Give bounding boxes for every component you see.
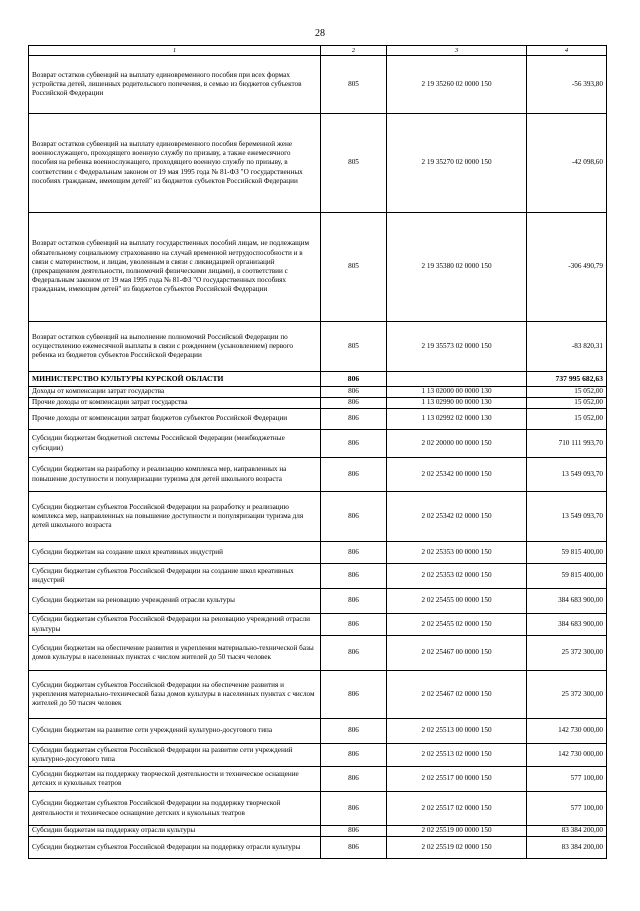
row-amount: 142 730 000,00 [527, 719, 607, 744]
row-admin-code: 806 [321, 826, 387, 837]
row-amount: 13 549 093,70 [527, 458, 607, 492]
row-amount: 15 052,00 [527, 409, 607, 430]
row-admin-code: 806 [321, 564, 387, 589]
table-row [29, 589, 607, 614]
row-admin-code: 806 [321, 492, 387, 542]
row-name: Субсидии бюджетам субъектов Российской Федерации на обеспечение развития и укрепления материально-технической базы домов культуры в населенных пунктах с числом жителей до 50 тысяч человек [29, 671, 321, 719]
row-budget-code: 1 13 02992 02 0000 130 [387, 409, 527, 430]
row-name: Субсидии бюджетам на разработку и реализацию комплекса мер, направленных на повышение доступности и популяризации туризма для детей школьного возраста [29, 458, 321, 492]
row-amount: 15 052,00 [527, 387, 607, 398]
row-admin-code: 806 [321, 458, 387, 492]
row-name: Субсидии бюджетам на реновацию учреждений отрасли культуры [29, 589, 321, 614]
row-amount: 25 372 300,00 [527, 636, 607, 671]
row-budget-code: 2 02 20000 00 0000 150 [387, 430, 527, 458]
row-admin-code: 805 [321, 56, 387, 114]
row-budget-code: 2 02 25513 00 0000 150 [387, 719, 527, 744]
row-admin-code: 806 [321, 372, 387, 387]
table-row [29, 430, 607, 458]
row-amount: 13 549 093,70 [527, 492, 607, 542]
row-budget-code: 2 02 25342 00 0000 150 [387, 458, 527, 492]
row-name: Возврат остатков субвенций на выплату государственных пособий лицам, не подлежащим обязательному социальному страхованию на случай временной нетрудоспособности и в связи с материнством, и лицам, уволенным в связи с ликвидацией организаций (прекращением деятельности, полномочий физическими лицами), в соответствии с Федеральным законом от 19 мая 1995 года № 81-ФЗ "О государственных пособиях гражданам, имеющим детей" из бюджетов субъектов Российской Федерации [29, 213, 321, 322]
row-admin-code: 806 [321, 792, 387, 826]
row-budget-code [387, 372, 527, 387]
row-name: Субсидии бюджетам субъектов Российской Федерации на реновацию учреждений отрасли культуры [29, 614, 321, 636]
table-row [29, 398, 607, 409]
column-header: 1 [29, 46, 321, 56]
row-amount: 710 111 993,70 [527, 430, 607, 458]
table-row [29, 826, 607, 837]
row-admin-code: 805 [321, 322, 387, 372]
row-name: Субсидии бюджетам на поддержку творческой деятельности и техническое оснащение детских и кукольных театров [29, 767, 321, 792]
row-amount: 25 372 300,00 [527, 671, 607, 719]
row-name: Возврат остатков субвенций на выполнение полномочий Российской Федерации по осуществлению ежемесячной выплаты в связи с рождением (усыновлением) первого ребенка из бюджетов субъектов Российской Федерации [29, 322, 321, 372]
row-name: Субсидии бюджетам субъектов Российской Федерации на разработку и реализацию комплекса мер, направленных на повышение доступности и популяризации туризма для детей школьного возраста [29, 492, 321, 542]
row-amount: 15 052,00 [527, 398, 607, 409]
row-admin-code: 806 [321, 589, 387, 614]
row-admin-code: 806 [321, 387, 387, 398]
row-admin-code: 806 [321, 744, 387, 767]
table-row [29, 458, 607, 492]
row-admin-code: 805 [321, 213, 387, 322]
row-amount: 142 730 000,00 [527, 744, 607, 767]
row-budget-code: 2 02 25353 00 0000 150 [387, 542, 527, 564]
row-name: Возврат остатков субвенций на выплату единовременного пособия беременной жене военнослужащего, проходящего военную службу по призыву, а также ежемесячного пособия на ребенка военнослужащего, проходящего военную службу по призыву, в соответствии с Федеральным законом от 19 мая 1995 года № 81-ФЗ "О государственных пособиях гражданам, имеющим детей" из бюджетов субъектов Российской Федерации [29, 114, 321, 213]
table-row [29, 636, 607, 671]
row-name: Субсидии бюджетам субъектов Российской Федерации на развитие сети учреждений культурно-досугового типа [29, 744, 321, 767]
row-budget-code: 2 02 25517 00 0000 150 [387, 767, 527, 792]
row-name: Субсидии бюджетам на обеспечение развития и укрепления материально-технической базы домов культуры в населенных пунктах с числом жителей до 50 тысяч человек [29, 636, 321, 671]
row-budget-code: 2 19 35573 02 0000 150 [387, 322, 527, 372]
row-name: Субсидии бюджетам субъектов Российской Федерации на поддержку отрасли культуры [29, 837, 321, 859]
row-name: Субсидии бюджетам субъектов Российской Федерации на создание школ креативных индустрий [29, 564, 321, 589]
table-row [29, 56, 607, 114]
row-admin-code: 806 [321, 430, 387, 458]
row-name: Прочие доходы от компенсации затрат государства [29, 398, 321, 409]
row-admin-code: 806 [321, 542, 387, 564]
table-row [29, 744, 607, 767]
row-name: Субсидии бюджетам бюджетной системы Российской Федерации (межбюджетные субсидии) [29, 430, 321, 458]
row-admin-code: 806 [321, 614, 387, 636]
row-amount: 59 815 400,00 [527, 564, 607, 589]
row-budget-code: 2 02 25513 02 0000 150 [387, 744, 527, 767]
table-row [29, 837, 607, 859]
row-amount: 384 683 900,00 [527, 589, 607, 614]
column-number-header [29, 46, 607, 56]
row-budget-code: 2 02 25519 02 0000 150 [387, 837, 527, 859]
column-header: 2 [321, 46, 387, 56]
table-row [29, 671, 607, 719]
row-budget-code: 2 02 25517 02 0000 150 [387, 792, 527, 826]
row-budget-code: 1 13 02000 00 0000 130 [387, 387, 527, 398]
table-row [29, 387, 607, 398]
page-number: 28 [315, 28, 325, 39]
row-amount: 83 384 200,00 [527, 837, 607, 859]
row-budget-code: 2 19 35270 02 0000 150 [387, 114, 527, 213]
row-amount: 577 100,00 [527, 767, 607, 792]
row-name: Прочие доходы от компенсации затрат бюджетов субъектов Российской Федерации [29, 409, 321, 430]
row-amount: 59 815 400,00 [527, 542, 607, 564]
table-row [29, 542, 607, 564]
table-row [29, 767, 607, 792]
row-admin-code: 805 [321, 114, 387, 213]
row-admin-code: 806 [321, 398, 387, 409]
row-amount: 737 995 682,63 [527, 372, 607, 387]
row-budget-code: 2 02 25342 02 0000 150 [387, 492, 527, 542]
row-admin-code: 806 [321, 719, 387, 744]
row-budget-code: 2 19 35260 02 0000 150 [387, 56, 527, 114]
row-amount: -42 098,60 [527, 114, 607, 213]
row-name: Субсидии бюджетам на создание школ креативных индустрий [29, 542, 321, 564]
row-amount: -306 490,79 [527, 213, 607, 322]
table-row [29, 322, 607, 372]
table-row [29, 719, 607, 744]
ministry-row [29, 372, 607, 387]
column-header: 4 [527, 46, 607, 56]
row-admin-code: 806 [321, 409, 387, 430]
row-name: Возврат остатков субвенций на выплату единовременного пособия при всех формах устройства детей, лишенных родительского попечения, в семью из бюджетов субъектов Российской Федерации [29, 56, 321, 114]
row-admin-code: 806 [321, 767, 387, 792]
row-budget-code: 2 02 25455 00 0000 150 [387, 589, 527, 614]
row-name: Доходы от компенсации затрат государства [29, 387, 321, 398]
table-row [29, 114, 607, 213]
budget-revenue-table [28, 45, 607, 859]
table-row [29, 492, 607, 542]
row-budget-code: 2 02 25353 02 0000 150 [387, 564, 527, 589]
row-amount: -56 393,80 [527, 56, 607, 114]
row-budget-code: 1 13 02990 00 0000 130 [387, 398, 527, 409]
row-name: Субсидии бюджетам субъектов Российской Федерации на поддержку творческой деятельности и техническое оснащение детских и кукольных театров [29, 792, 321, 826]
row-budget-code: 2 02 25467 00 0000 150 [387, 636, 527, 671]
table-row [29, 792, 607, 826]
row-name: Субсидии бюджетам на поддержку отрасли культуры [29, 826, 321, 837]
row-amount: 384 683 900,00 [527, 614, 607, 636]
row-budget-code: 2 02 25519 00 0000 150 [387, 826, 527, 837]
row-budget-code: 2 02 25455 02 0000 150 [387, 614, 527, 636]
row-amount: 83 384 200,00 [527, 826, 607, 837]
row-admin-code: 806 [321, 837, 387, 859]
row-amount: -83 820,31 [527, 322, 607, 372]
table-row [29, 564, 607, 589]
row-budget-code: 2 02 25467 02 0000 150 [387, 671, 527, 719]
row-admin-code: 806 [321, 671, 387, 719]
row-admin-code: 806 [321, 636, 387, 671]
table-row [29, 409, 607, 430]
row-amount: 577 100,00 [527, 792, 607, 826]
row-name: Субсидии бюджетам на развитие сети учреждений культурно-досугового типа [29, 719, 321, 744]
row-budget-code: 2 19 35380 02 0000 150 [387, 213, 527, 322]
table-row [29, 213, 607, 322]
table-row [29, 614, 607, 636]
column-header: 3 [387, 46, 527, 56]
row-name: МИНИСТЕРСТВО КУЛЬТУРЫ КУРСКОЙ ОБЛАСТИ [29, 372, 321, 387]
